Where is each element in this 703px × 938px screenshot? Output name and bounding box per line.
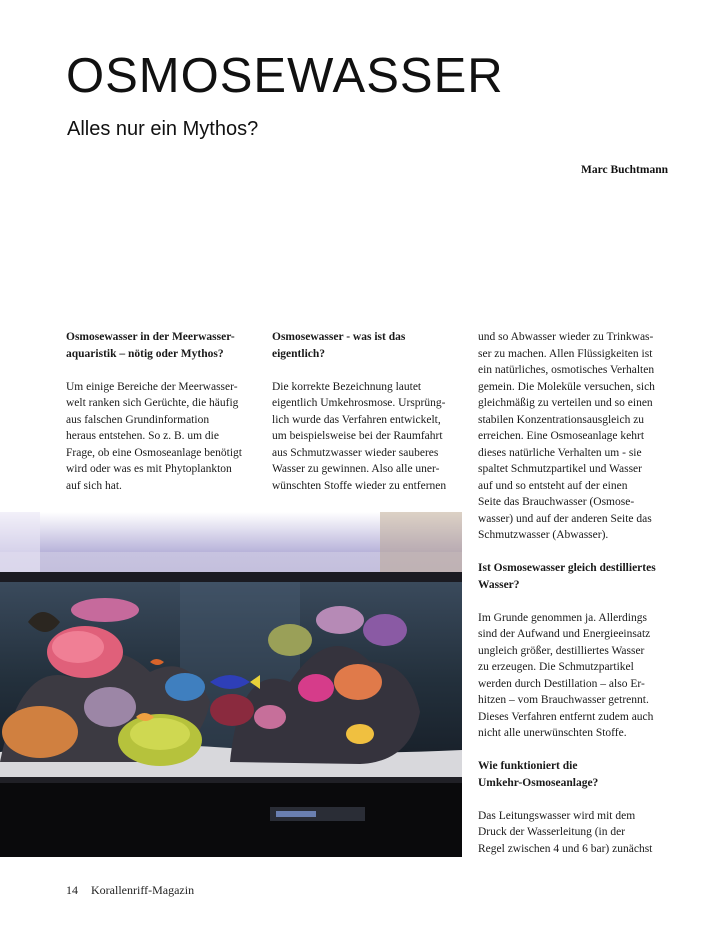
text-line: lich wurde das Verfahren entwickelt, [272, 413, 441, 426]
text-line: gleichmäßig zu verteilen und so einen [478, 397, 653, 409]
column-3-intro [478, 329, 672, 544]
text-line: werden durch Destillation – also Er- [478, 677, 645, 690]
text-line: ser zu machen. Allen Flüssigkeiten ist [478, 347, 653, 360]
text-line: Das Leitungswasser wird mit dem [478, 809, 636, 822]
heading-line: eigentlich? [272, 347, 326, 360]
text-line: wasser) und auf der anderen Seite das [478, 512, 652, 525]
heading-line: Wasser? [478, 578, 520, 591]
article-subtitle: Alles nur ein Mythos? [67, 118, 259, 140]
column-2-paragraph [272, 379, 468, 495]
page-footer [66, 883, 194, 898]
text-line: spaltet Schmutzpartikel und Wasser [478, 463, 642, 475]
column-1-paragraph [66, 379, 262, 495]
text-line: aus Schmutzwasser wieder sauberes [272, 446, 439, 459]
text-line: welt ranken sich Gerüchte, die häufig [66, 397, 239, 409]
text-line: Wasser zu gewinnen. Also alle uner- [272, 463, 440, 475]
heading-line: Umkehr-Osmoseanlage? [478, 776, 599, 789]
column-3-heading-function [478, 758, 672, 791]
text-line: auf und so entsteht auf der einen [478, 479, 628, 492]
text-line: ein natürliches, osmotisches Verhalten [478, 364, 655, 376]
text-line: Im Grunde genommen ja. Allerdings [478, 611, 647, 624]
text-line: zu erzeugen. Die Schmutzpartikel [478, 661, 634, 673]
text-line: Seite das Brauchwasser (Osmose- [478, 496, 635, 508]
heading-line: Osmosewasser - was ist das [272, 331, 406, 343]
page-number: 14 [66, 883, 78, 897]
text-line: gemein. Die Moleküle versuchen, sich [478, 380, 655, 393]
text-line: dieses natürliche Verhalten um - sie [478, 446, 642, 459]
column-3-heading-distilled [478, 560, 672, 593]
heading-line: Ist Osmosewasser gleich destilliertes [478, 562, 656, 574]
heading-line: Wie funktioniert die [478, 760, 578, 772]
text-line: heraus entstehen. So z. B. um die [66, 430, 219, 442]
column-3-paragraph-function [478, 808, 672, 858]
heading-line: Osmosewasser in der Meerwasser- [66, 331, 235, 343]
text-line: nicht alle unerwünschten Stoffe. [478, 727, 627, 739]
text-line: wird oder was es mit Phytoplankton [66, 463, 232, 475]
text-line: ungleich größer, destilliertes Wasser [478, 644, 645, 657]
column-1-heading [66, 329, 262, 362]
text-line: Die korrekte Bezeichnung lautet [272, 380, 422, 393]
text-column-1 [66, 329, 262, 494]
text-line: Druck der Wasserleitung (in der [478, 826, 626, 838]
heading-line: aquaristik – nötig oder Mythos? [66, 347, 224, 360]
text-line: auf sich hat. [66, 479, 122, 492]
text-line: hitzen – vom Brauchwasser getrennt. [478, 694, 649, 706]
text-line: Frage, ob eine Osmoseanlage benötigt [66, 446, 242, 459]
text-line: um beispielsweise bei der Raumfahrt [272, 430, 443, 442]
author-name: Marc Buchtmann [581, 164, 668, 176]
column-2-heading [272, 329, 468, 362]
text-line: Um einige Bereiche der Meerwasser- [66, 380, 238, 393]
text-line: Schmutzwasser (Abwasser). [478, 529, 609, 541]
text-column-3 [478, 329, 672, 857]
text-line: erreichen. Eine Osmoseanlage kehrt [478, 430, 645, 442]
text-line: Dieses Verfahren entfernt zudem auch [478, 710, 654, 723]
text-line: eigentlich Umkehrosmose. Ursprüng- [272, 397, 446, 409]
text-line: aus falschen Grundinformation [66, 413, 210, 426]
text-line: und so Abwasser wieder zu Trinkwas- [478, 331, 654, 343]
text-line: wünschten Stoffe wieder zu entfernen [272, 479, 447, 492]
text-column-2 [272, 329, 468, 494]
reef-aquarium-photo [0, 512, 462, 857]
text-line: stabilen Konzentrationsausgleich zu [478, 413, 645, 426]
column-3-paragraph-distilled [478, 610, 672, 742]
article-title: OSMOSEWASSER [66, 49, 504, 103]
magazine-name: Korallenriff-Magazin [91, 883, 195, 897]
text-line: sind der Aufwand und Energieeinsatz [478, 628, 651, 640]
text-line: Regel zwischen 4 und 6 bar) zunächst [478, 842, 653, 855]
